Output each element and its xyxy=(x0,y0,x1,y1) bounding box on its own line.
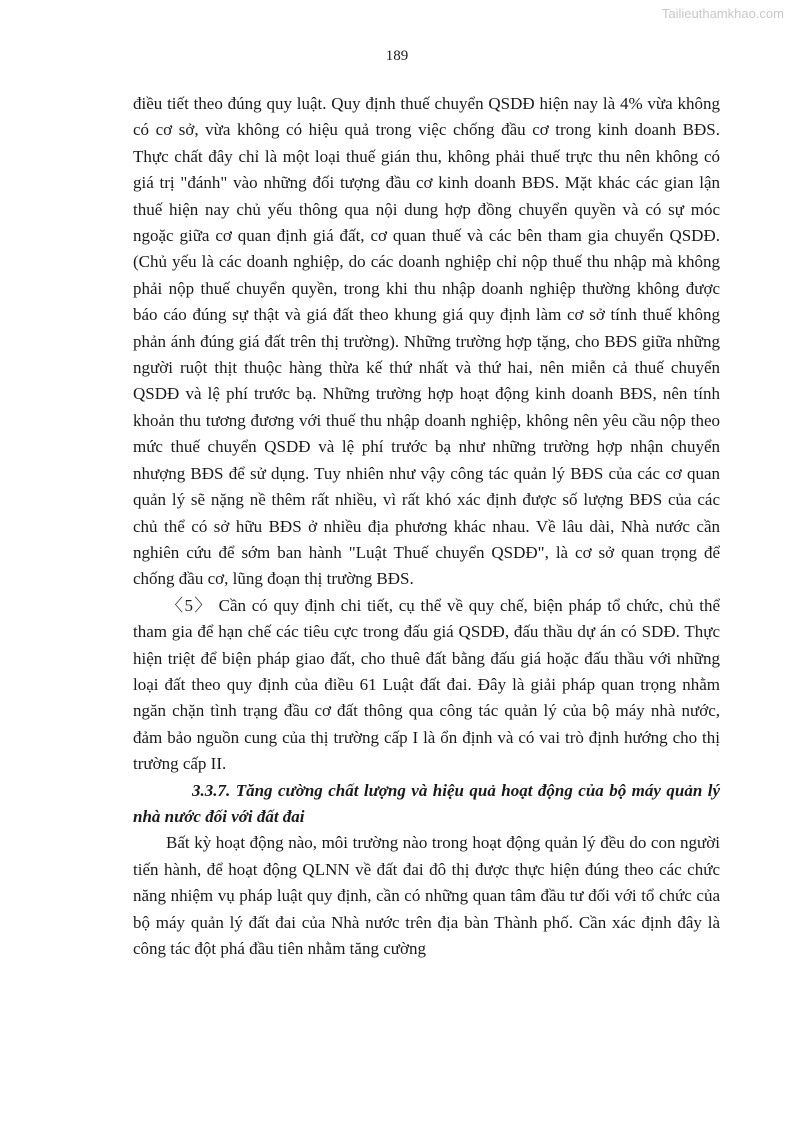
paragraph-continued: điều tiết theo đúng quy luật. Quy định thuế chuyển QSDĐ hiện nay là 4% vừa không có cơ sở, vừa không có hiệu quả trong việc chống đầu cơ trong kinh doanh BĐS. Thực chất đây chỉ là một loại thuế gián thu, không phải thuế trực thu nên không có giá trị "đánh" vào những đối tượng đầu cơ kinh doanh BĐS. Mặt khác các gian lận thuế hiện nay chủ yếu thông qua nội dung hợp đồng chuyển quyền và có sự móc ngoặc giữa cơ quan định giá đất, cơ quan thuế và các bên tham gia chuyển QSDĐ. (Chủ yếu là các doanh nghiệp, do các doanh nghiệp chỉ nộp thuế thu nhập mà không phải nộp thuế chuyển quyền, trong khi thu nhập doanh nghiệp thường không được báo cáo đúng sự thật và giá đất theo khung giá quy định làm cơ sở tính thuế không phản ánh đúng giá đất trên thị trường). Những trường hợp tặng, cho BĐS giữa những người ruột thịt thuộc hàng thừa kế thứ nhất và thứ hai, nên miễn cả thuế chuyển QSDĐ và lệ phí trước bạ. Những trường hợp hoạt động kinh doanh BĐS, nên tính khoản thu tương đương với thuế thu nhập doanh nghiệp, không nên yêu cầu nộp theo mức thuế chuyển QSDĐ và lệ phí trước bạ như những trường hợp nhận chuyển nhượng BĐS để sử dụng. Tuy nhiên như vậy công tác quản lý BĐS của các cơ quan quản lý sẽ nặng nề thêm rất nhiều, vì rất khó xác định được số lượng BĐS của các chủ thể có sở hữu BĐS ở nhiều địa phương khác nhau. Về lâu dài, Nhà nước cần nghiên cứu để sớm ban hành "Luật Thuế chuyển QSDĐ", là cơ sở quan trọng để chống đầu cơ, lũng đoạn thị trường BĐS. xyxy=(133,94,720,589)
paragraph-item-5: 〈5〉 Cần có quy định chi tiết, cụ thể về quy chế, biện pháp tổ chức, chủ thể tham gia để hạn chế các tiêu cực trong đấu giá QSDĐ, đấu thầu dự án có SDĐ. Thực hiện triệt để biện pháp giao đất, cho thuê đất bằng đấu giá hoặc đấu thầu với những loại đất theo quy định của điều 61 Luật đất đai. Đây là giải pháp quan trọng nhằm ngăn chặn tình trạng đầu cơ đất thông qua công tác quản lý của bộ máy nhà nước, đảm bảo nguồn cung của thị trường cấp I là ổn định và có vai trò định hướng cho thị trường cấp II. xyxy=(133,595,720,774)
section-heading: 3.3.7. Tăng cường chất lượng và hiệu quả hoạt động của bộ máy quản lý nhà nước đối với đất đai xyxy=(133,780,720,826)
document-body xyxy=(133,91,720,962)
page-number: 189 xyxy=(385,48,409,64)
paragraph-section-intro: Bất kỳ hoạt động nào, môi trường nào trong hoạt động quản lý đều do con người tiến hành, để hoạt động QLNN về đất đai đô thị được thực hiện đúng theo các chức năng nhiệm vụ pháp luật quy định, cần có những quan tâm đầu tư đối với tổ chức của bộ máy quản lý đất đai của Nhà nước trên địa bàn Thành phố. Cần xác định đây là công tác đột phá đầu tiên nhằm tăng cường xyxy=(133,833,720,958)
watermark: Tailieuthamkhao.com xyxy=(661,6,784,21)
